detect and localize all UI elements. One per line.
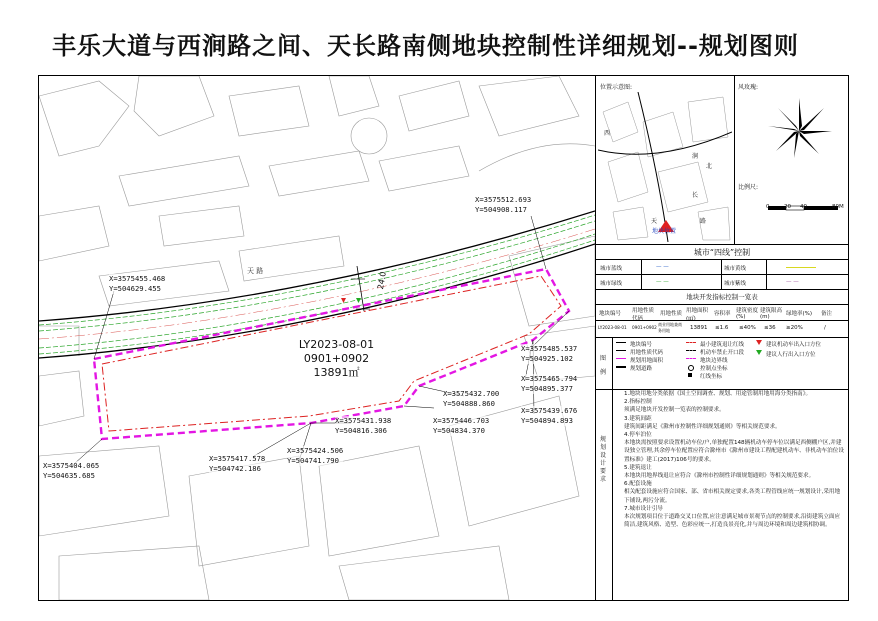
pedestrian-entrance-icon [756, 350, 762, 355]
legend-item: 规划道路 [630, 366, 653, 372]
four-line-name: 城市黄线 [724, 266, 747, 272]
requirement-line: 5.建筑退让 [624, 464, 652, 471]
parcel-label[interactable] [289, 338, 384, 380]
legend-item: 最小建筑退让红线 [700, 342, 745, 348]
coordinate-label: X=3575465.794 Y=504895.377 [521, 374, 578, 393]
street-label: 路 [700, 218, 707, 225]
legend-label: 图例 [600, 355, 607, 376]
vehicle-entrance-marker [341, 298, 346, 303]
requirement-line: 6.配套设施 [624, 481, 652, 488]
requirements-label: 规划设计要求 [600, 436, 607, 483]
street-label: 北 [706, 163, 713, 170]
coordinate-label: X=3575431.938 Y=504816.306 [335, 416, 392, 435]
info-panel: 位置示意图: 风玫瑰: 比例尺: 西 涧 北 天 长 路 地块位置 0 20 40 80M 城市“四线”控制 城市蓝线 — — 城市黄线 城市绿线 — — 城市紫线 — — 地块开发指标控制一览表 地块编号 用地性质代码 用地性质 用地面积(㎡) 容积率 建筑密度(%) 建筑限高(m) 绿地率(%) 备注 LY2023-08-01 0901+0902 商业用地兼商务用地 13891 ≤1.6 ≤40% ≤36 ≥20% / 图例 地块编号 用地性质代码 规划用地面积 规划道路 最小建筑退让红线 机动车禁止开口段 地块边界线 控制点坐标 红线坐标 建议机动车出入口方位 建议人行出入口方位 规划设计要求 1.地块用地分类依据《国土空间调查、规划、用途管制用地用海分类指南》。 2.指标控制 须满足地块开发控制一览表的控制要求。 3.建筑间距 建筑间距满足《滁州市控制性详细规划通则》等相关规范要求。 4.停车泊位 本地块需按照要求设置机动车位/户,单独配置148辆机动车停车位以满足西侧棚户区,并建设独立管理,其余停车位配置应符合滁州市《滁州市建设工程配建机动车、非机动车泊位设置标准》建工(2017)106号的要求。 5.建筑退让 本地块用地界线退让应符合《滁州市控制性详细规划通则》等相关规范要求。 6.配套设施 相关配套设施应符合国家、部、省市相关规定要求,各类工程管线应统一规划设计,采用地下铺设,两污分流。 7.城市设计引导 本次规划项目位于道路交叉口位置,应注意满足城市景观节点的控制要求,沿街建筑立面应简洁,建筑风格、造型、色彩应统一,打造良景亮化,并与周边环境和周边建筑相协调。 [595, 76, 848, 600]
vehicle-entrance-icon [756, 340, 762, 345]
legend-item: 规划用地面积 [630, 358, 664, 364]
requirement-line: 建筑间距满足《滁州市控制性详细规划通则》等相关规范要求。 [624, 423, 781, 430]
requirement-line: 本次规划项目位于道路交叉口位置,应注意满足城市景观节点的控制要求,沿街建筑立面应简洁,建筑风格、造型、色彩应统一,打造良景亮化,并与周边环境和周边建筑相协调。 [624, 514, 841, 529]
coordinate-label: X=3575455.468 Y=504629.455 [109, 274, 166, 293]
street-label: 长 [692, 192, 699, 199]
scale-tick: 40 [800, 204, 807, 210]
four-line-sample: — — [786, 279, 799, 285]
parcel-landuse-code: 0901+0902 [303, 352, 370, 365]
road-width-label: 24.0 [375, 270, 388, 291]
four-line-name: 城市紫线 [724, 281, 747, 287]
wind-label: 风玫瑰: [738, 84, 759, 91]
coordinate-label: X=3575424.506 Y=504741.790 [287, 446, 344, 465]
location-marker-label: 地块位置 [652, 228, 677, 235]
divider [596, 244, 848, 245]
requirement-line: 本地块需按照要求设置机动车位/户,单独配置148辆机动车停车位以满足西侧棚户区,并建设独立管理,其余停车位配置应符合滁州市《滁州市建设工程配建机动车、非机动车泊位设置标准》建工(2017)106号的要求。 [624, 440, 844, 463]
plan-map[interactable] [39, 76, 595, 600]
scale-tick: 0 [766, 204, 770, 210]
street-label: 西 [604, 130, 611, 137]
legend-item: 建议机动车出入口方位 [766, 342, 822, 348]
coordinate-label: X=3575512.693 Y=504908.117 [475, 195, 532, 214]
street-label: 天 [651, 218, 658, 225]
requirements-text [624, 390, 844, 529]
requirement-line: 1.地块用地分类依据《国土空间调查、规划、用途管制用地用海分类指南》。 [624, 391, 812, 397]
scale-label: 比例尺: [738, 184, 759, 191]
four-line-name: 城市绿线 [600, 281, 623, 287]
requirement-line: 7.城市设计引导 [624, 505, 663, 512]
divider [596, 337, 848, 338]
four-line-sample: — — [656, 264, 669, 270]
coordinate-label: X=3575432.700 Y=504888.860 [443, 389, 500, 408]
dev-table-title: 地块开发指标控制一览表 [686, 293, 758, 301]
coordinate-label: X=3575417.578 Y=504742.186 [209, 454, 266, 473]
requirement-line: 3.建筑间距 [624, 415, 652, 422]
divider [734, 76, 735, 244]
street-label: 涧 [692, 153, 699, 160]
legend-item: 地块边界线 [700, 358, 728, 364]
legend-item: 建议人行出入口方位 [766, 352, 816, 358]
divider [596, 320, 848, 321]
requirement-line: 2.指标控制 [624, 399, 652, 406]
requirement-line: 相关配套设施应符合国家、部、省市相关规定要求,各类工程管线应统一规划设计,采用地下铺设,两污分流。 [624, 489, 841, 504]
requirement-line: 本地块用地界线退让应符合《滁州市控制性详细规划通则》等相关规范要求。 [624, 473, 815, 480]
four-lines-title: 城市“四线”控制 [693, 248, 751, 257]
road-name: 天 路 [247, 267, 264, 275]
page-title: 丰乐大道与西涧路之间、天长路南侧地块控制性详细规划--规划图则 [52, 32, 799, 60]
legend-item: 用地性质代码 [630, 350, 664, 356]
legend-item: 控制点坐标 [700, 366, 728, 372]
divider [596, 289, 848, 290]
scale-tick: 20 [784, 204, 791, 210]
pedestrian-entrance-marker [356, 298, 361, 303]
legend-item: 红线坐标 [700, 374, 723, 380]
divider [596, 304, 848, 305]
scale-tick: 80M [832, 204, 844, 210]
divider [596, 259, 848, 260]
coordinate-label: X=3575446.703 Y=504834.370 [433, 416, 490, 435]
parcel-code: LY2023-08-01 [298, 338, 375, 351]
coordinate-label: X=3575404.065 Y=504635.685 [43, 461, 100, 480]
wind-rose-icon [764, 96, 834, 166]
four-line-name: 城市蓝线 [600, 266, 623, 272]
requirement-line: 4.停车泊位 [624, 432, 652, 439]
coordinate-label: X=3575439.676 Y=504894.893 [521, 406, 578, 425]
legend-item: 机动车禁止开口段 [700, 350, 745, 356]
four-line-sample: — — [656, 279, 669, 285]
location-label: 位置示意图: [600, 84, 633, 91]
requirement-line: 须满足地块开发控制一览表的控制要求。 [624, 407, 725, 414]
parcel-area: 13891㎡ [313, 366, 360, 379]
legend-item: 地块编号 [630, 342, 653, 348]
four-line-sample [786, 267, 816, 268]
coordinate-label: X=3575485.537 Y=504925.102 [521, 344, 578, 363]
divider [596, 274, 848, 275]
